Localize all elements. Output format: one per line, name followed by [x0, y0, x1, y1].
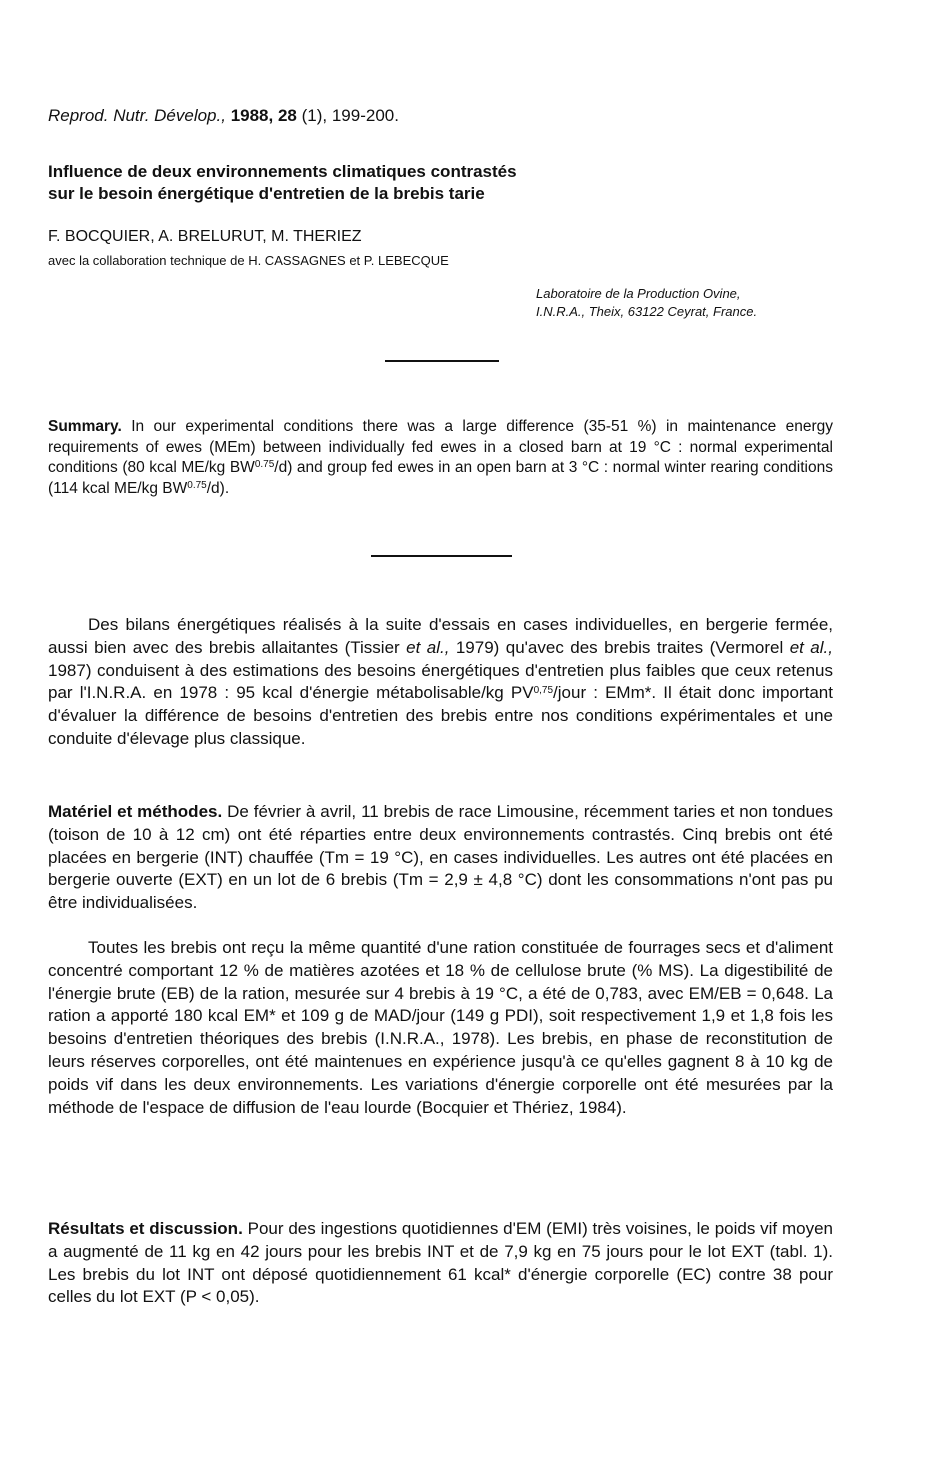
collaboration-note: avec la collaboration technique de H. CASSAGNES et P. LEBECQUE [48, 253, 449, 268]
summary-exponent-1: 0.75 [254, 459, 275, 470]
methods-paragraph-2: Toutes les brebis ont reçu la même quantité d'une ration constituée de fourrages secs et d'aliment concentré comportant 12 % de matières azotées et 18 % de cellulose brute (% MS). La digestibilité de l'énergie brute (EB) de la ration, mesurée sur 4 brebis à 19 °C, a été de 0,783, avec EM/EB = 0,648. La ration a apporté 180 kcal EM* et 109 g de MAD/jour (149 g PDI), soit respectivement 1,9 et 1,8 fois les besoins d'entretien théoriques des brebis (I.N.R.A., 1978). Les brebis, en phase de reconstitution de leurs réserves corporelles, ont été maintenues en expérience jusqu'à ce qu'elles gagnent 8 à 10 kg de poids vif dans les deux environnements. Les variations d'énergie corporelle ont été mesurées par la méthode de l'espace de diffusion de l'eau lourde (Bocquier et Thériez, 1984). [48, 938, 833, 1117]
intro-exponent: 0,75 [533, 685, 554, 697]
intro-etal-1: et al., [406, 637, 450, 657]
affiliation-line-2: I.N.R.A., Theix, 63122 Ceyrat, France. [536, 304, 758, 319]
divider-bottom [371, 555, 512, 557]
summary-text-3: /d). [206, 479, 230, 497]
affiliation-line-1: Laboratoire de la Production Ovine, [536, 286, 741, 301]
title-line-2: sur le besoin énergétique d'entretien de la brebis tarie [48, 184, 485, 203]
title-line-1: Influence de deux environnements climatiques contrastés [48, 162, 517, 181]
summary-paragraph [48, 417, 833, 499]
methods-paragraph-1 [48, 801, 833, 915]
summary-label: Summary. [48, 418, 122, 435]
affiliation [536, 285, 876, 321]
summary-text-2: /d) and group fed ewes in an open barn at 3 °C : normal winter rearing conditions (114 kcal ME/kg BW [48, 459, 833, 497]
journal-name: Reprod. Nutr. Dévelop., [48, 106, 226, 125]
citation-volume: 28 [277, 106, 297, 125]
results-text: Pour des ingestions quotidiennes d'EM (EMI) très voisines, le poids vif moyen a augmenté de 11 kg en 42 jours pour les brebis INT et de 7,9 kg en 75 jours pour le lot EXT (tabl. 1). Les brebis du lot INT ont déposé quotidiennement 61 kcal* d'énergie corporelle (EC) contre 38 pour celles du lot EXT (P < 0,05). [48, 1219, 833, 1307]
intro-paragraph [48, 614, 833, 751]
authors: F. BOCQUIER, A. BRELURUT, M. THERIEZ [48, 228, 362, 245]
citation-year: 1988, [230, 106, 274, 125]
article-title [48, 161, 768, 205]
citation-pages: (1), 199-200. [301, 106, 399, 125]
summary-exponent-2: 0.75 [187, 479, 207, 491]
summary-text-1: In our experimental conditions there was a large difference (35-51 %) in maintenance energy requirements of ewes (MEm) between individually fed ewes in a closed barn at 19 °C : normal experimental conditions (80 kcal ME/kg BW [48, 418, 833, 476]
divider-top [385, 360, 499, 362]
intro-text-2: 1979) qu'avec des brebis traites (Vermorel [449, 637, 790, 657]
intro-text-3: 1987) conduisent à des estimations des besoins énergétiques d'entretien plus faibles que ceux retenus par l'I.N.R.A. en 1978 : 95 kcal d'énergie métabolisable/kg PV [48, 660, 833, 703]
intro-etal-2: et al., [789, 637, 833, 657]
methods-text-1: De février à avril, 11 brebis de race Limousine, récemment taries et non tondues (toison de 10 à 12 cm) ont été réparties entre deux environnements contrastés. Cinq brebis ont été placées en bergerie (INT) chauffée (Tm = 19 °C), en cases individuelles. Les autres ont été placées en bergerie ouverte (EXT) en un lot de 6 brebis (Tm = 2,9 ± 4,8 °C) dont les consommations n'ont pas pu être individualisées. [48, 802, 834, 913]
intro-text-1: Des bilans énergétiques réalisés à la suite d'essais en cases individuelles, en bergerie fermée, aussi bien avec des brebis allaitantes (Tissier [48, 615, 833, 657]
intro-text-4: /jour : EMm*. Il était donc important d'évaluer la différence de besoins d'entretien des brebis entre nos conditions expérimentales et une conduite d'élevage plus classique. [48, 683, 833, 748]
results-paragraph [48, 1218, 833, 1309]
journal-citation [48, 106, 399, 126]
methods-heading: Matériel et méthodes. [48, 802, 223, 821]
results-heading: Résultats et discussion. [48, 1219, 243, 1238]
